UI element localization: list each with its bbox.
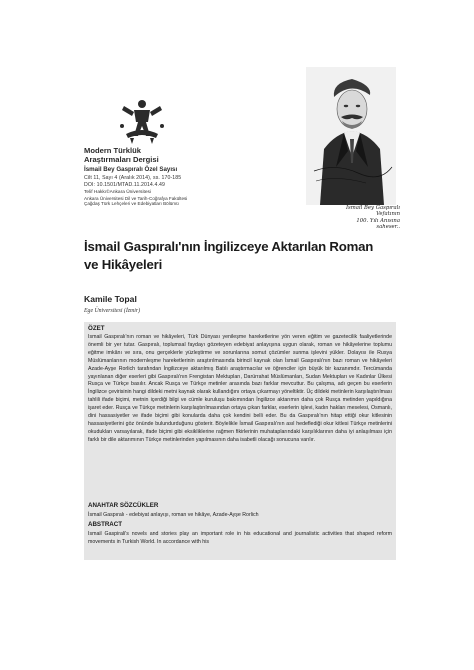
author-name: Kamile Topal xyxy=(84,294,137,304)
author-affiliation: Ege Üniversitesi (İzmir) xyxy=(84,308,141,314)
abstract-heading: ABSTRACT xyxy=(88,521,123,528)
handwritten-name: İsmail Bey Gaspıralı xyxy=(345,205,400,211)
abstract-box xyxy=(84,322,396,560)
publisher: Telif Hakkı©Ankara Üniversitesi xyxy=(84,189,151,195)
volume-info: Cilt 11, Sayı 4 (Aralık 2014), ss. 170-185 xyxy=(84,174,182,181)
department: Çağdaş Türk Lehçeleri ve Edebiyatları Bölümü xyxy=(84,201,179,207)
doi: DOI: 10.1501/MTAD.11.2014.4.49 xyxy=(84,182,165,189)
journal-header xyxy=(84,146,284,207)
ozet-heading: ÖZET xyxy=(88,325,105,332)
caption-line1: Vefatının xyxy=(376,211,400,218)
journal-name-line1: Modern Türklük xyxy=(84,146,141,155)
caption-line3: saheser.. xyxy=(376,224,400,231)
issue-title: İsmail Bey Gaspıralı Özel Sayısı xyxy=(84,165,178,173)
journal-logo xyxy=(112,96,172,146)
article-title-line2: ve Hikâyeleri xyxy=(84,256,163,272)
article-title-line1: İsmail Gaspıralı'nın İngilizceye Aktarılan Roman xyxy=(84,239,374,254)
portrait-photo xyxy=(306,67,396,205)
abstract-text: Ismail Gaspirali's novels and stories play an important role in his educational and journalistic activities that shaped reform movements in Turkish World. In accordance with his xyxy=(88,531,392,545)
faculty: Ankara Üniversitesi Dil ve Tarih-Coğrafya Fakültesi xyxy=(84,195,188,201)
portrait-caption xyxy=(300,205,400,230)
article-title xyxy=(84,238,394,274)
ozet-text: İsmail Gaspıralı'nın roman ve hikâyeleri, Türk Dünyası yenileşme hareketlerine yön veren eğitim ve gazetecilik faaliyetlerinde önemli bir yer tutar. Gaspıralı, toplumsal faydayı gözeteyen edebiyat anlayışına uygun olarak, roman ve hikâyelerine toplumu eğitme imkânı ve sıra, onu gerçeklerle yüzleştirme ve sorunlarına somut çözümler sunma işlevini yükler. Dolayısı ile Rusya Müslümanlarının modernleşme hareketlerinin araştırılmasında birincil kaynak olan İsmail Gaspıralı'nın bazı roman ve hikâyeleri Azade-Ayşe Rorlich tarafından İngilizceye aktarılmış Batılı araştırmacılar ve öğrenciler için büyük bir kazanımdır. Tercümanda yayınlanan diğer eserleri gibi Gaspıralı'nın Frengistan Mektupları, Darürrahat Müslümanları, Sudan Mektupları ve Kadınlar Ülkesi Rusça ve Türkçe basılır. Ancak Rusça ve Türkçe metinler arasında bazı farklar mevcuttur. Bu çalışma, adı geçen bu eserlerin İngilizce çevirisinin hangi dildeki metni kaynak olarak kullandığını ortaya çıkarmayı yöneltiktir. Üç dildeki metinlerin karşılaştırılması tahlili ifade biçimi, metnin içerdiği bilgi ve cümle kuruluşu bakımından İngilizce aktarımın daha çok Rusça metinden yapıldığına işaret eder. Rusça ve Türkçe metinlerin karşılaştırılmasından ortaya çıkan farklar, eserlerin işlevi, kadın hakları meselesi, Osmanlı, dini hassasiyetler ve ifade biçimi gibi konularda daha çok kendini belli eder. Bu da Gaspıralı'nın hitap ettiği okur kitlesinin hassasiyetlerini göz önünde bulundurduğunu gösterir. Böylelikle İsmail Gaspıralı'nın asıl hedeflediği okur kitlesi Türkçe metinlerini okudukları varsayılarak, ifade biçimi gibi eksikliklerine rağmen fikirlerinin muhataplarındaki karşılıklarının daha iyi anlaşılması için farklı bir dile aktarımının Türkçe metinlerinden yapılmasının daha isabetli olacağı sonucuna varılır. xyxy=(88,334,392,443)
keywords-heading: ANAHTAR SÖZCÜKLER xyxy=(88,502,159,509)
caption-line2: 100. Yılı Anısına xyxy=(356,217,400,224)
keywords-text: İsmail Gaspıralı - edebiyat anlayışı, roman ve hikâye, Azade-Ayşe Rorlich xyxy=(88,512,259,518)
journal-name-line2: Araştırmaları Dergisi xyxy=(84,155,159,165)
